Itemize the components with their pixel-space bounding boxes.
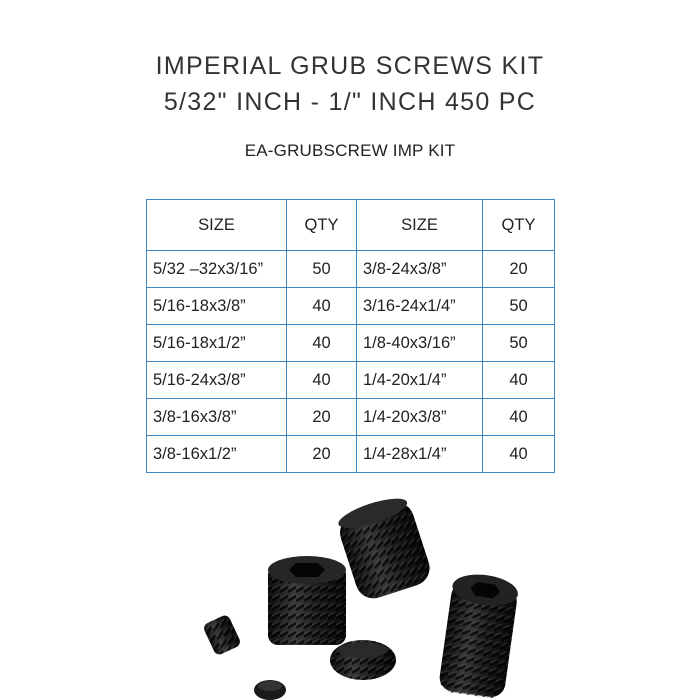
- table-row: [147, 251, 555, 288]
- table-row: [147, 362, 555, 399]
- screw-medium-left: [268, 556, 346, 645]
- kit-size-range: 5/32" INCH - 1/" INCH 450 PC: [163, 88, 537, 116]
- qty-cell: 50: [483, 325, 555, 362]
- size-cell: 1/4-20x3/8”: [357, 399, 483, 436]
- size-cell: 1/4-20x1/4”: [357, 362, 483, 399]
- size-cell: 5/32 –32x3/16”: [147, 251, 287, 288]
- size-cell: 5/16-18x1/2”: [147, 325, 287, 362]
- grub-screws-photo: [0, 490, 700, 700]
- size-cell: 1/4-28x1/4”: [357, 436, 483, 473]
- qty-header: QTY: [483, 200, 555, 251]
- size-cell: 1/8-40x3/16”: [357, 325, 483, 362]
- size-header: SIZE: [147, 200, 287, 251]
- size-cell: 3/8-24x3/8”: [357, 251, 483, 288]
- size-cell: 3/16-24x1/4”: [357, 288, 483, 325]
- qty-cell: 40: [287, 288, 357, 325]
- kit-title: IMPERIAL GRUB SCREWS KIT: [155, 52, 545, 80]
- screw-large-top: [334, 492, 435, 603]
- size-cell: 5/16-24x3/8”: [147, 362, 287, 399]
- qty-cell: 40: [287, 325, 357, 362]
- size-quantity-table: [146, 199, 555, 473]
- qty-cell: 50: [287, 251, 357, 288]
- screw-small-left: [202, 614, 242, 657]
- qty-cell: 20: [287, 399, 357, 436]
- table-row: [147, 399, 555, 436]
- screw-right: [438, 571, 520, 700]
- qty-cell: 50: [483, 288, 555, 325]
- qty-cell: 40: [483, 436, 555, 473]
- kit-part-number: EA-GRUBSCREW IMP KIT: [244, 141, 456, 160]
- qty-cell: 40: [483, 362, 555, 399]
- table-row: [147, 436, 555, 473]
- size-header: SIZE: [357, 200, 483, 251]
- screw-tiny-bottom: [254, 680, 286, 700]
- qty-cell: 20: [287, 436, 357, 473]
- qty-header: QTY: [287, 200, 357, 251]
- size-cell: 5/16-18x3/8”: [147, 288, 287, 325]
- size-cell: 3/8-16x1/2”: [147, 436, 287, 473]
- table-row: [147, 325, 555, 362]
- qty-cell: 40: [287, 362, 357, 399]
- qty-cell: 20: [483, 251, 555, 288]
- screw-small-center: [330, 640, 396, 680]
- table-row: [147, 288, 555, 325]
- size-cell: 3/8-16x3/8”: [147, 399, 287, 436]
- table-header-row: [147, 200, 555, 251]
- qty-cell: 40: [483, 399, 555, 436]
